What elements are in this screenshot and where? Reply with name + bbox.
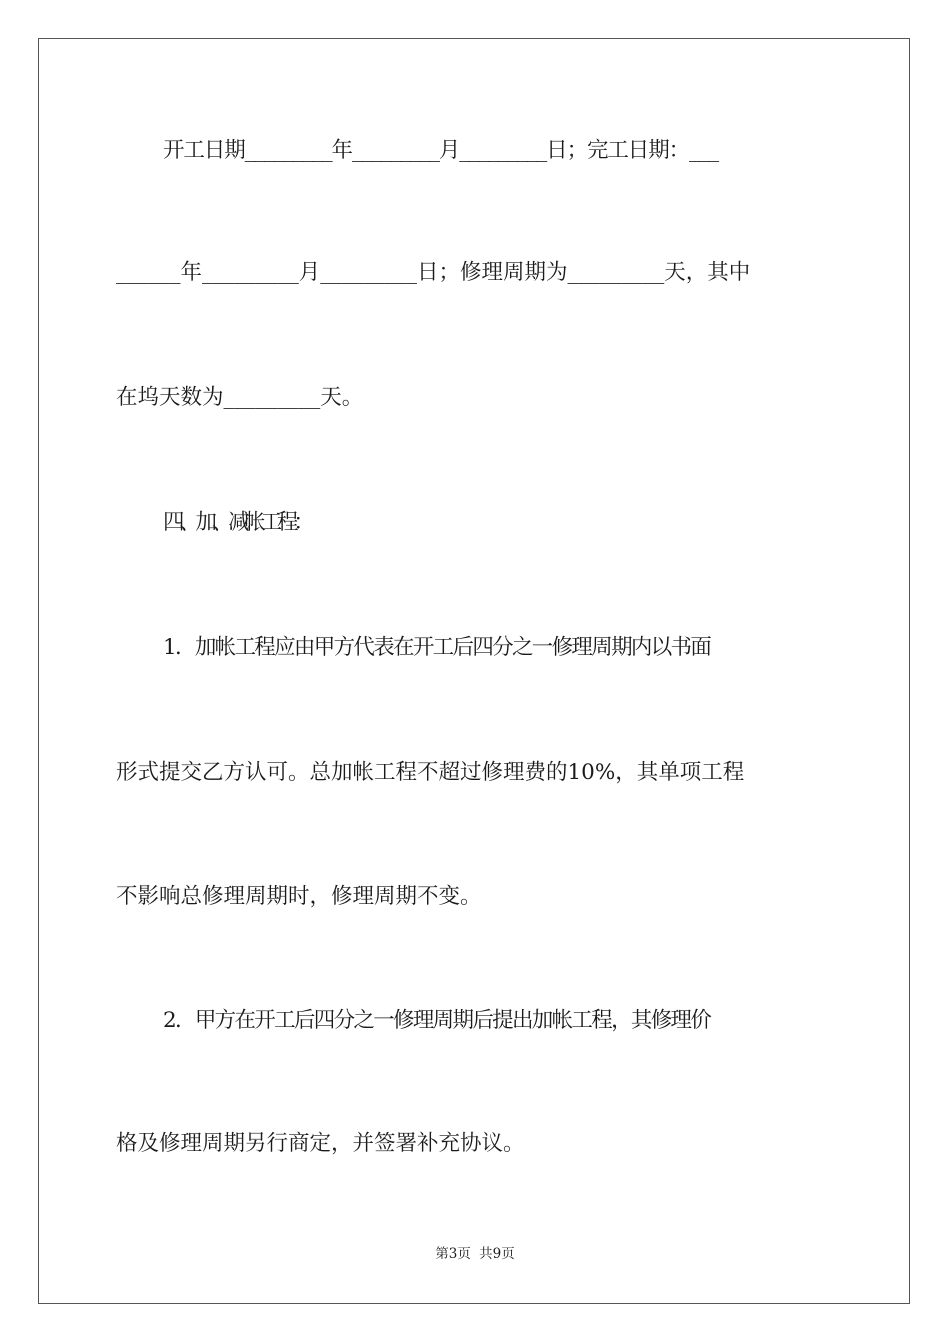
paragraph-line-2: ______年_________月_________日；修理周期为_________天，其中 <box>116 260 751 285</box>
clause-1-line-3: 不影响总修理周期时，修理周期不变。 <box>116 884 482 909</box>
clause-1-line-2: 形式提交乙方认可。总加帐工程不超过修理费的10%，其单项工程 <box>116 760 745 785</box>
section-heading-4: 四、加、减帐工程： <box>163 510 310 535</box>
clause-1-line-1: 1．加帐工程应由甲方代表在开工后四分之一修理周期内以书面 <box>163 635 711 660</box>
paragraph-line-1: 开工日期_________年_________月_________日；完工日期：___ <box>163 138 719 163</box>
page-footer <box>0 1244 950 1264</box>
paragraph-line-3: 在坞天数为_________天。 <box>116 385 364 410</box>
page-total: 共9页 <box>479 1246 515 1262</box>
page-number: 第3页 <box>435 1246 471 1262</box>
clause-2-line-1: 2．甲方在开工后四分之一修理周期后提出加帐工程，其修理价 <box>163 1008 711 1033</box>
clause-2-line-2: 格及修理周期另行商定，并签署补充协议。 <box>116 1131 525 1156</box>
page-border <box>38 38 910 1304</box>
